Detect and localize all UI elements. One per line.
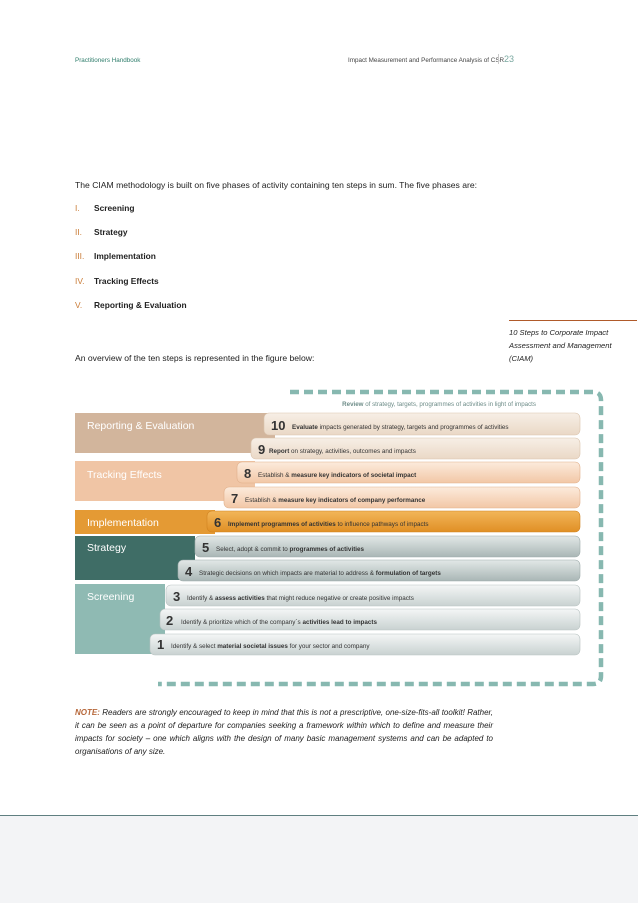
sidebar-caption-line: 10 Steps to Corporate Impact [509,328,609,337]
step-text: Identify & select material societal issues for your sector and company [171,643,370,650]
step-bar [178,560,580,581]
note-paragraph [75,706,493,758]
phase-block-reporting [75,413,275,453]
header-left: Practitioners Handbook [75,57,141,64]
note-body: Readers are strongly encouraged to keep in mind that this is not a prescriptive, one-size-fits-all toolkit! Rather, it can be seen as a point of departure for companies seeking a framework within which to define and measure their impacts for society – one which aligns with the design of many basic management systems and can be adapted to organisations of any size. [75,708,493,756]
phase-label-reporting: Reporting & Evaluation [87,420,195,432]
step-number: 6 [214,515,222,530]
note-lead: NOTE: [75,708,100,717]
phase-numeral: I. [75,203,80,213]
overview-paragraph: An overview of the ten steps is represented in the figure below: [75,353,315,363]
phase-numeral: IV. [75,276,85,286]
step-bar [150,634,580,655]
phase-label-tracking: Tracking Effects [87,469,162,481]
step-number: 2 [166,613,174,628]
step-text: Identify & prioritize which of the company´s activities lead to impacts [181,619,377,626]
step-text: Implement programmes of activities to influence pathways of impacts [228,521,429,528]
step-bar [251,438,580,459]
step-number: 3 [173,589,181,604]
step-bar [207,511,580,532]
review-banner: Review of strategy, targets, programmes of activities in light of impacts [342,401,536,408]
page-number: 23 [498,54,514,64]
step-number: 1 [157,637,165,652]
step-bar [237,462,580,483]
sidebar-caption-line: Assessment and Management [509,341,612,350]
step-bar [224,487,580,508]
step-number: 4 [185,564,193,579]
sidebar-caption-line: (CIAM) [509,354,534,363]
step-text: Establish & measure key indicators of company performance [245,497,426,504]
step-bar [160,609,580,630]
intro-paragraph: The CIAM methodology is built on five phases of activity containing ten steps in sum. The five phases are: [75,180,478,190]
step-text: Evaluate impacts generated by strategy, targets and programmes of activities [292,424,509,431]
phase-numeral: II. [75,227,82,237]
step-text: Identify & assess activities that might reduce negative or create positive impacts [187,595,414,602]
phase-label: Reporting & Evaluation [94,300,187,310]
phase-numeral: III. [75,251,85,261]
phase-label: Tracking Effects [94,276,159,286]
step-number: 5 [202,540,210,555]
step-text: Strategic decisions on which impacts are material to address & formulation of targets [199,570,441,577]
phase-label: Implementation [94,251,156,261]
phase-label-implementation: Implementation [87,517,159,529]
step-text: Report on strategy, activities, outcomes and impacts [269,448,416,455]
phase-label-strategy: Strategy [87,542,127,554]
step-text: Select, adopt & commit to programmes of activities [216,546,365,553]
header-title: Impact Measurement and Performance Analysis of CSR [348,57,505,64]
step-bar [264,413,580,435]
step-number: 8 [244,466,252,481]
step-number: 9 [258,442,266,457]
step-number: 7 [231,491,239,506]
phase-numeral: V. [75,300,83,310]
phase-label-screening: Screening [87,591,135,603]
footer-area [0,816,638,903]
step-bar [195,536,580,557]
step-bar [166,585,580,606]
phase-label: Screening [94,203,135,213]
step-text: Establish & measure key indicators of societal impact [258,472,417,479]
phase-label: Strategy [94,227,128,237]
step-number: 10 [271,418,286,433]
